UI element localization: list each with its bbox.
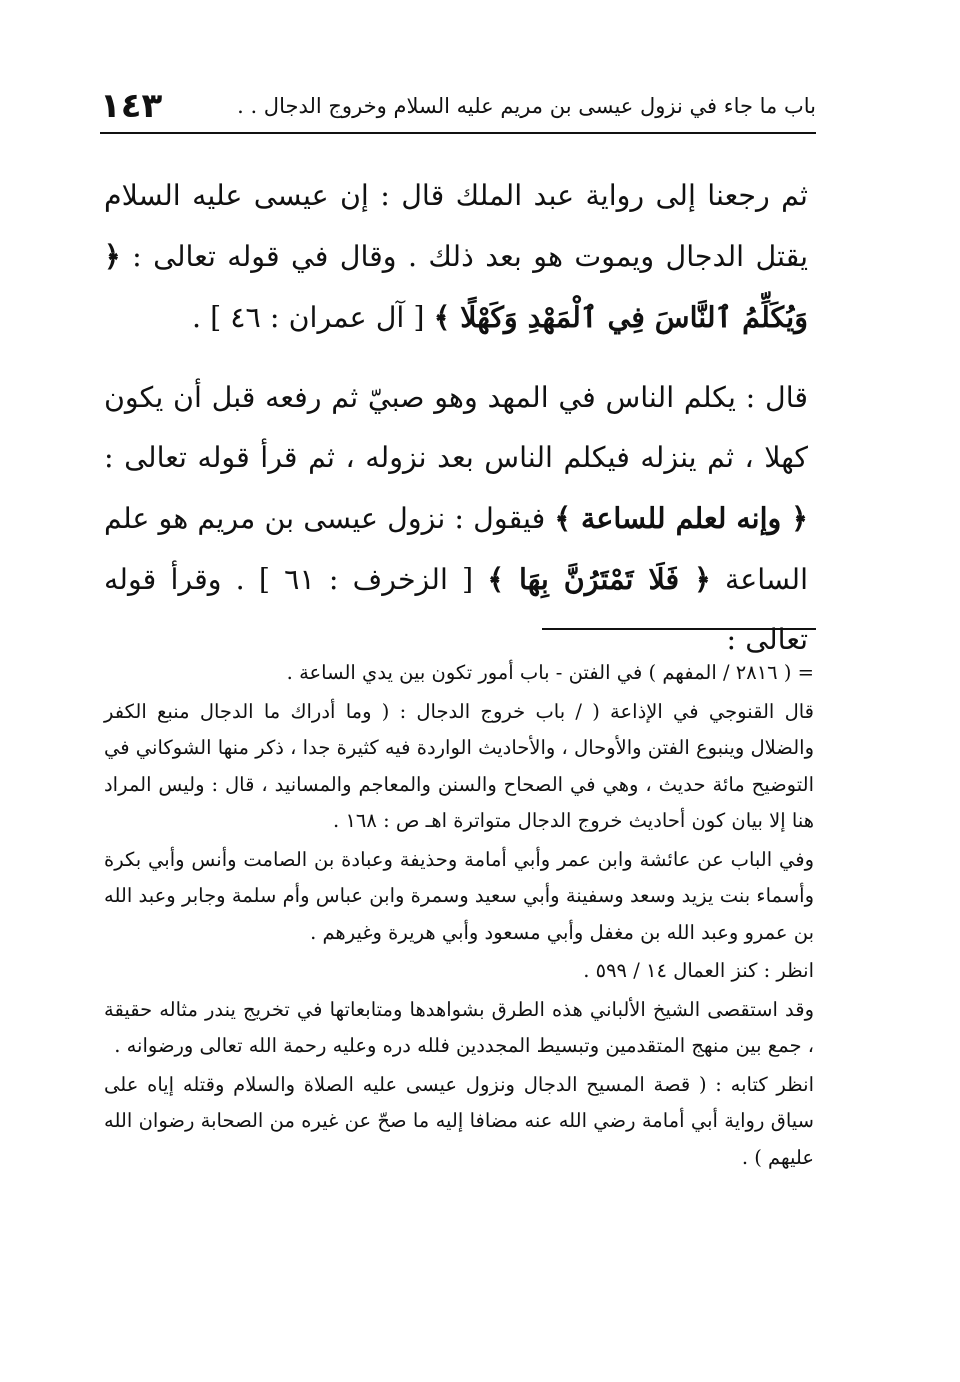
paragraph-1-text: ثم رجعنا إلى رواية عبد الملك قال : إن عيسى عليه السلام يقتل الدجال ويموت هو بعد ذلك . وقال في قوله تعالى :	[104, 179, 809, 273]
footnote-line: انظر كتابه : ( قصة المسيح الدجال ونزول عيسى عليه الصلاة والسلام وقتله إياه على سياق رواية أبي أمامة رضي الله عنه مضافا إليه ما صحّ عن غيره من الصحابة رضوان الله عليهم ) .	[104, 1072, 814, 1169]
quran-verse-zukhruf-b: ﴿ فَلَا تَمْتَرُنَّ بِهَا ﴾	[487, 562, 711, 596]
running-header	[100, 82, 816, 130]
quran-verse-al-imran: ﴿ وَيُكَلِّمُ ٱلنَّاسَ فِي ٱلْمَهْدِ وَكَهْلًا ﴾	[104, 239, 808, 334]
paragraph-2-text-b: فيقول : نزول عيسى بن مريم هو علم الساعة	[104, 502, 808, 596]
main-text	[104, 166, 808, 670]
quran-verse-zukhruf-a: ﴿ وإنه لعلم للساعة ﴾	[554, 501, 808, 535]
paragraph-2-text-c: [ الزخرف : ٦١ ] . وقرأ قوله تعالى :	[104, 563, 808, 656]
paragraph-1	[104, 166, 808, 348]
footnote-divider	[542, 628, 816, 630]
header-divider	[100, 132, 816, 134]
verse-reference-al-imran: [ آل عمران : ٤٦ ] .	[191, 301, 425, 334]
footnote-line: وفي الباب عن عائشة وابن عمر وأبي أمامة وحذيفة وعبادة بن الصامت وأنس وأبي بكرة وأسماء بنت يزيد وسعد وسفينة وأبي سعيد وسمرة وابن عباس وأم سلمة وجابر وعبد الله بن عمرو وعبد الله بن مغفل وأبي مسعود وأبي هريرة وغيرهم .	[104, 847, 814, 944]
footnote-line: = ( ٢٨١٦ / المفهم ) في الفتن - باب أمور تكون بين يدي الساعة .	[286, 661, 814, 684]
footnote-line: انظر : كنز العمال ١٤ / ٥٩٩ .	[583, 959, 814, 982]
footnote-line: قال القنوجي في الإذاعة ( / باب خروج الدجال : ( وما أدراك ما الدجال منبع الكفر والضلال وينبوع الفتن والأوحال ، والأحاديث الواردة فيه كثيرة جدا ، ذكر منها الشوكاني في التوضيح مائة حديث ، وهي في الصحاح والسنن والمعاجم والمسانيد ، قال : وليس المراد هنا إلا بيان كون أحاديث خروج الدجال متواترة اهـ ص : ١٦٨ .	[104, 699, 814, 832]
paragraph-2-text: قال : يكلم الناس في المهد وهو صبيّ ثم رفعه قبل أن يكون كهلا ، ثم ينزله فيكلم الناس بعد نزوله ، ثم قرأ قوله تعالى :	[104, 381, 808, 474]
footnote-line: وقد استقصى الشيخ الألباني هذه الطرق بشواهدها ومتابعاتها في تخريج يندر مثاله حقيقة ، جمع بين منهج المتقدمين وتبسيط المجددين فلله دره وعليه رحمة الله تعالى ورضوانه .	[104, 997, 814, 1057]
paragraph-2	[104, 368, 808, 670]
footnotes	[104, 655, 814, 1178]
page-number: ١٤٣	[100, 86, 163, 126]
chapter-title: باب ما جاء في نزول عيسى بن مريم عليه السلام وخروج الدجال . .	[237, 94, 816, 118]
